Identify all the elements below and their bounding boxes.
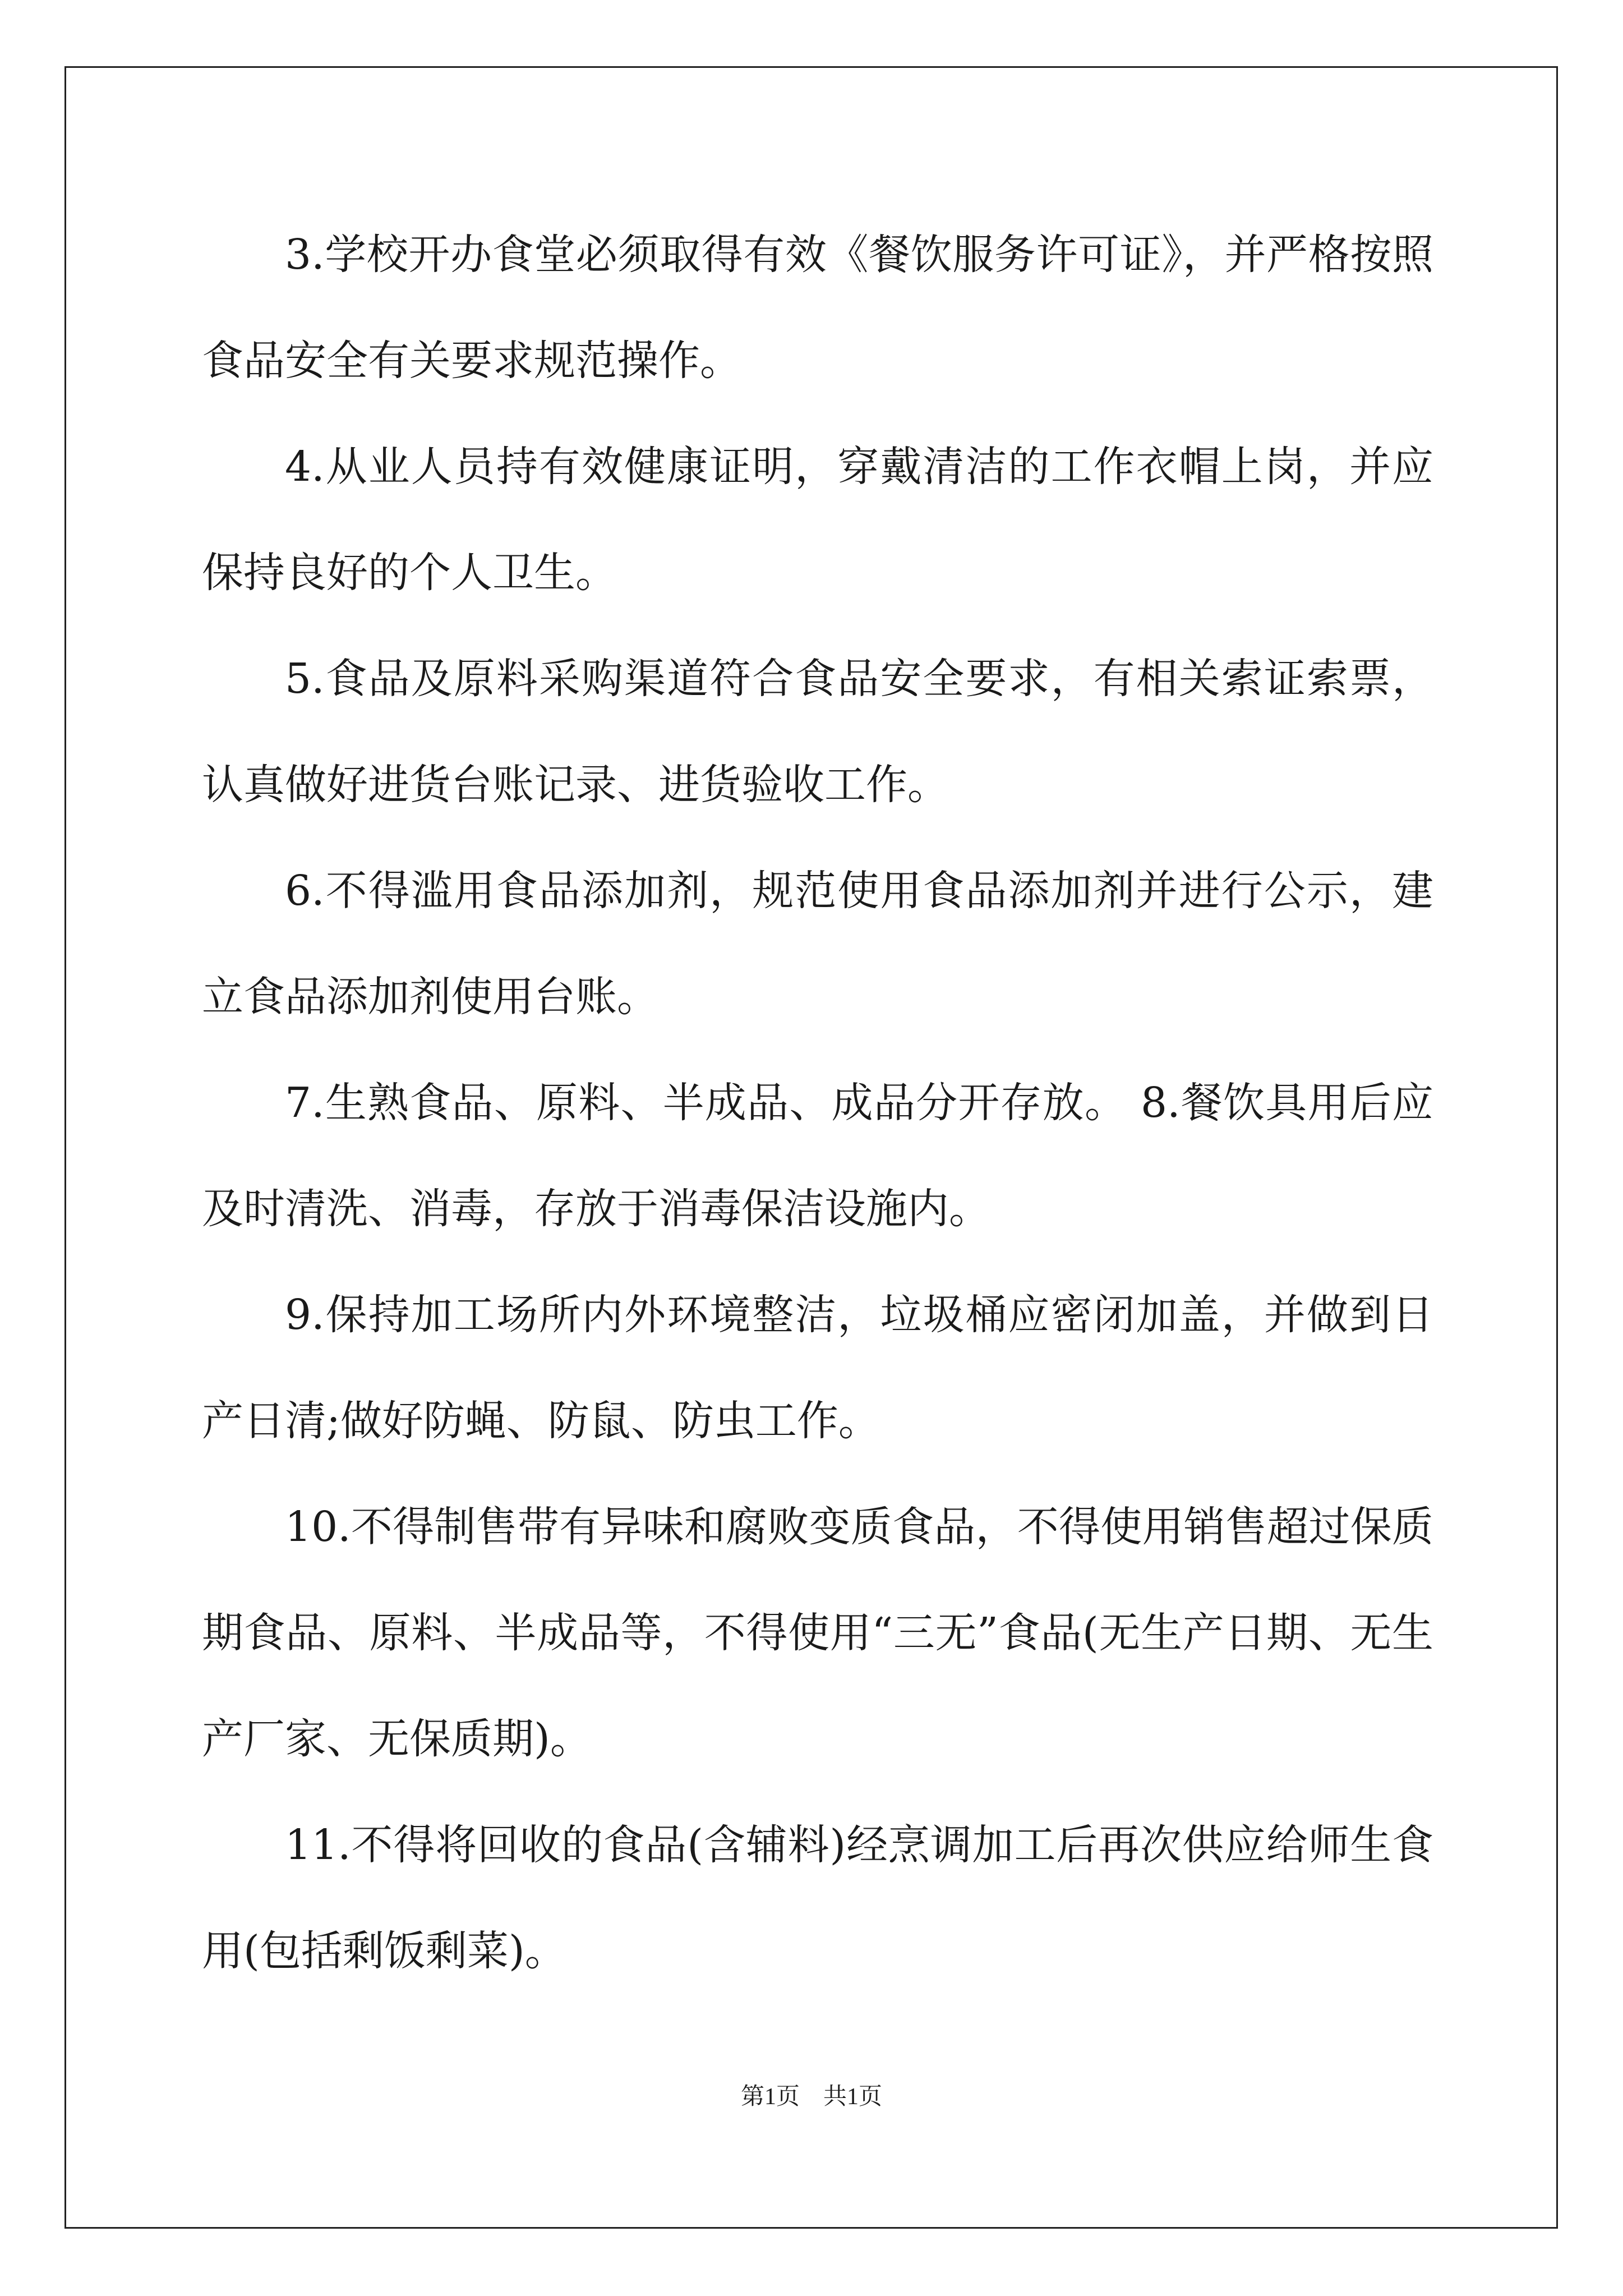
paragraph: 4.从业人员持有效健康证明，穿戴清洁的工作衣帽上岗，并应保持良好的个人卫生。 bbox=[202, 443, 1433, 597]
page-footer: 第1页 共1页 bbox=[740, 2084, 882, 2110]
paragraph: 5.食品及原料采购渠道符合食品安全要求，有相关索证索票，认真做好进货台账记录、进货验收工作。 bbox=[202, 655, 1433, 809]
document-body bbox=[202, 202, 1433, 2004]
paragraph: 3.学校开办食堂必须取得有效《餐饮服务许可证》，并严格按照食品安全有关要求规范操作。 bbox=[202, 231, 1433, 385]
paragraph: 6.不得滥用食品添加剂，规范使用食品添加剂并进行公示，建立食品添加剂使用台账。 bbox=[202, 867, 1433, 1021]
paragraph: 10.不得制售带有异味和腐败变质食品，不得使用销售超过保质期食品、原料、半成品等，不得使用“三无”食品(无生产日期、无生产厂家、无保质期)。 bbox=[202, 1503, 1433, 1763]
paragraph: 7.生熟食品、原料、半成品、成品分开存放。 8.餐饮具用后应及时清洗、消毒，存放于消毒保洁设施内。 bbox=[202, 1079, 1433, 1233]
paragraph: 11.不得将回收的食品(含辅料)经烹调加工后再次供应给师生食用(包括剩饭剩菜)。 bbox=[202, 1821, 1433, 1975]
paragraph: 9.保持加工场所内外环境整洁，垃圾桶应密闭加盖，并做到日产日清;做好防蝇、防鼠、防虫工作。 bbox=[202, 1291, 1433, 1445]
